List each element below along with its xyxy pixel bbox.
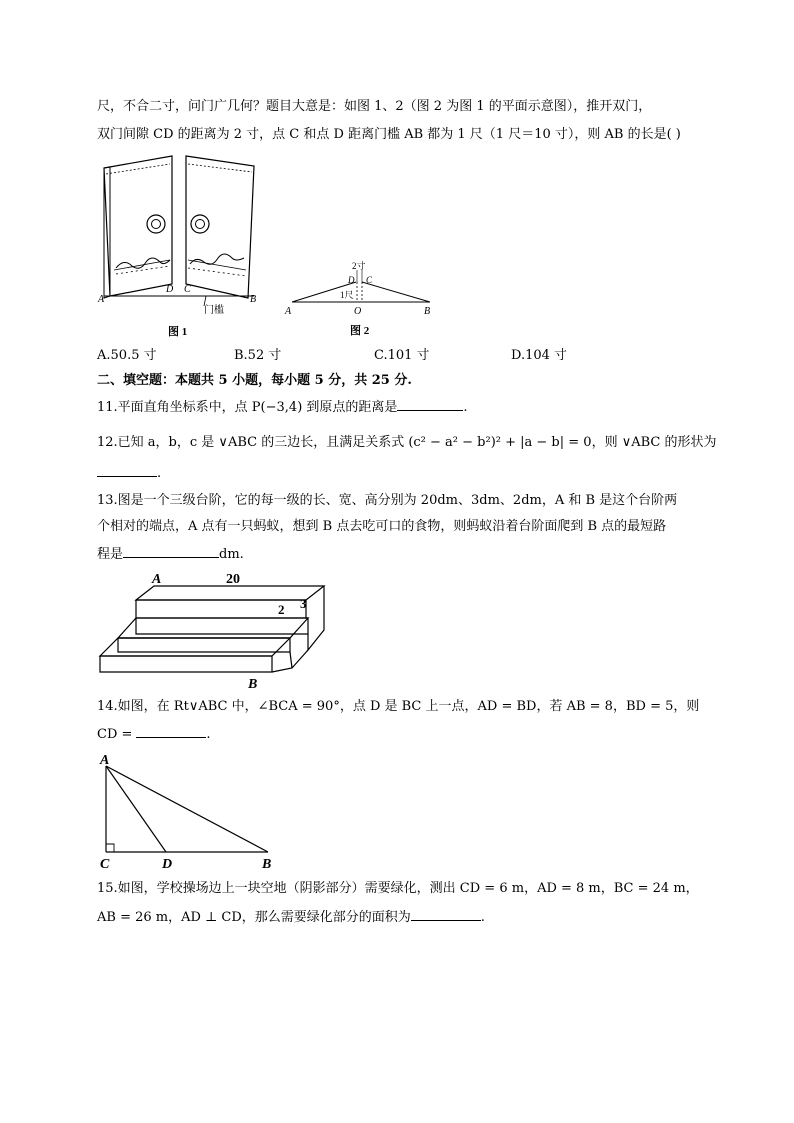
fig2-label-a: A: [285, 306, 292, 317]
q11-end: .: [463, 400, 468, 415]
right-door-knocker: [191, 215, 209, 233]
q12-answer-blank[interactable]: [97, 464, 157, 477]
q15-suffix: .: [480, 910, 485, 925]
q11-answer-blank[interactable]: [397, 398, 463, 411]
answer-options: [97, 344, 617, 362]
q13-prefix: 程是: [97, 547, 124, 562]
q14-line-2: [97, 725, 211, 744]
figure-2-plan: [282, 256, 442, 342]
q13-answer-blank[interactable]: [123, 545, 219, 558]
figure-1-doors: [96, 150, 266, 342]
stairs-outline: [100, 586, 324, 672]
fig14-label-b: B: [262, 857, 272, 872]
fig13-label-b: B: [248, 677, 258, 692]
fig2-label-o: O: [354, 306, 362, 317]
fig1-label-sill: 门槛: [204, 305, 224, 316]
fig14-label-d: D: [162, 857, 173, 872]
left-door-knocker: [147, 215, 165, 233]
q14-line-1: 14.如图，在 Rt∨ABC 中，∠BCA = 90°，点 D 是 BC 上一点，AD = BD，若 AB = 8，BD = 5，则: [97, 699, 700, 714]
option-c[interactable]: C.101 寸: [374, 348, 430, 363]
triangle-abc: [106, 766, 268, 852]
q15-line-2: [97, 908, 485, 927]
q13-line-2: 个相对的端点，A 点有一只蚂蚁，想到 B 点去吃可口的食物，则蚂蚁沿着台阶面爬到 B 点的最短路: [97, 519, 667, 534]
q14-suffix: .: [206, 727, 211, 742]
option-d[interactable]: D.104 寸: [511, 348, 568, 363]
door-bc: [362, 282, 430, 302]
left-door: [104, 156, 172, 296]
option-b[interactable]: B.52 寸: [234, 348, 282, 363]
q13-suffix: dm.: [219, 547, 244, 562]
fig1-label-c: C: [184, 284, 191, 295]
q12-end: .: [157, 466, 162, 481]
q13-line-1: 13.图是一个三级台阶，它的每一级的长、宽、高分别为 20dm、3dm、2dm，A 和 B 是这个台阶两: [97, 493, 678, 508]
fig1-caption: 图 1: [168, 326, 188, 338]
fig13-height: 2: [278, 602, 285, 617]
q11-text: 11.平面直角坐标系中，点 P(−3,4) 到原点的距离是: [97, 400, 398, 415]
fig14-label-c: C: [100, 857, 110, 872]
question-11: [97, 398, 468, 417]
question-12: 12.已知 a，b，c 是 ∨ABC 的三边长，且满足关系式 (c² − a² − b²)² + |a − b| = 0，则 ∨ABC 的形状为: [97, 435, 717, 450]
fig13-length: 20: [226, 572, 240, 587]
fig13-width: 3: [300, 596, 307, 611]
section-2-heading: 二、填空题：本题共 5 小题，每小题 5 分，共 25 分.: [97, 373, 412, 388]
fig1-label-d: D: [166, 284, 174, 295]
intro-line-1: 尺，不合二寸，问门广几何？题目大意是：如图 1、2（图 2 为图 1 的平面示意图），推开双门，: [97, 99, 652, 114]
fig2-label-c: C: [366, 275, 373, 285]
q15-answer-blank[interactable]: [411, 908, 481, 921]
q15-prefix: AB = 26 m，AD ⊥ CD，那么需要绿化部分的面积为: [97, 910, 411, 925]
fig1-label-b: B: [250, 294, 257, 305]
intro-line-2: 双门间隙 CD 的距离为 2 寸，点 C 和点 D 距离门槛 AB 都为 1 尺（1 尺＝10 寸），则 AB 的长是( ): [97, 127, 681, 142]
q15-line-1: 15.如图，学校操场边上一块空地（阴影部分）需要绿化，测出 CD = 6 m，AD = 8 m，BC = 24 m，: [97, 881, 699, 896]
fig2-label-gap: 2寸: [352, 261, 366, 271]
fig13-label-a: A: [152, 572, 162, 587]
fig2-label-b: B: [424, 306, 431, 317]
fig2-caption: 图 2: [350, 325, 370, 337]
fig2-label-chi: 1尺: [340, 290, 354, 300]
fig1-label-a: A: [98, 294, 105, 305]
fig2-label-d: D: [348, 275, 355, 285]
figure-14-triangle: [96, 750, 286, 876]
q13-line-3: [97, 545, 244, 564]
q14-answer-blank[interactable]: [136, 725, 206, 738]
q14-prefix: CD =: [97, 727, 133, 742]
option-a[interactable]: A.50.5 寸: [97, 348, 157, 363]
q12-answer-line: [97, 464, 161, 483]
figure-13-stairs: [96, 568, 336, 692]
fig14-label-a: A: [100, 753, 110, 768]
